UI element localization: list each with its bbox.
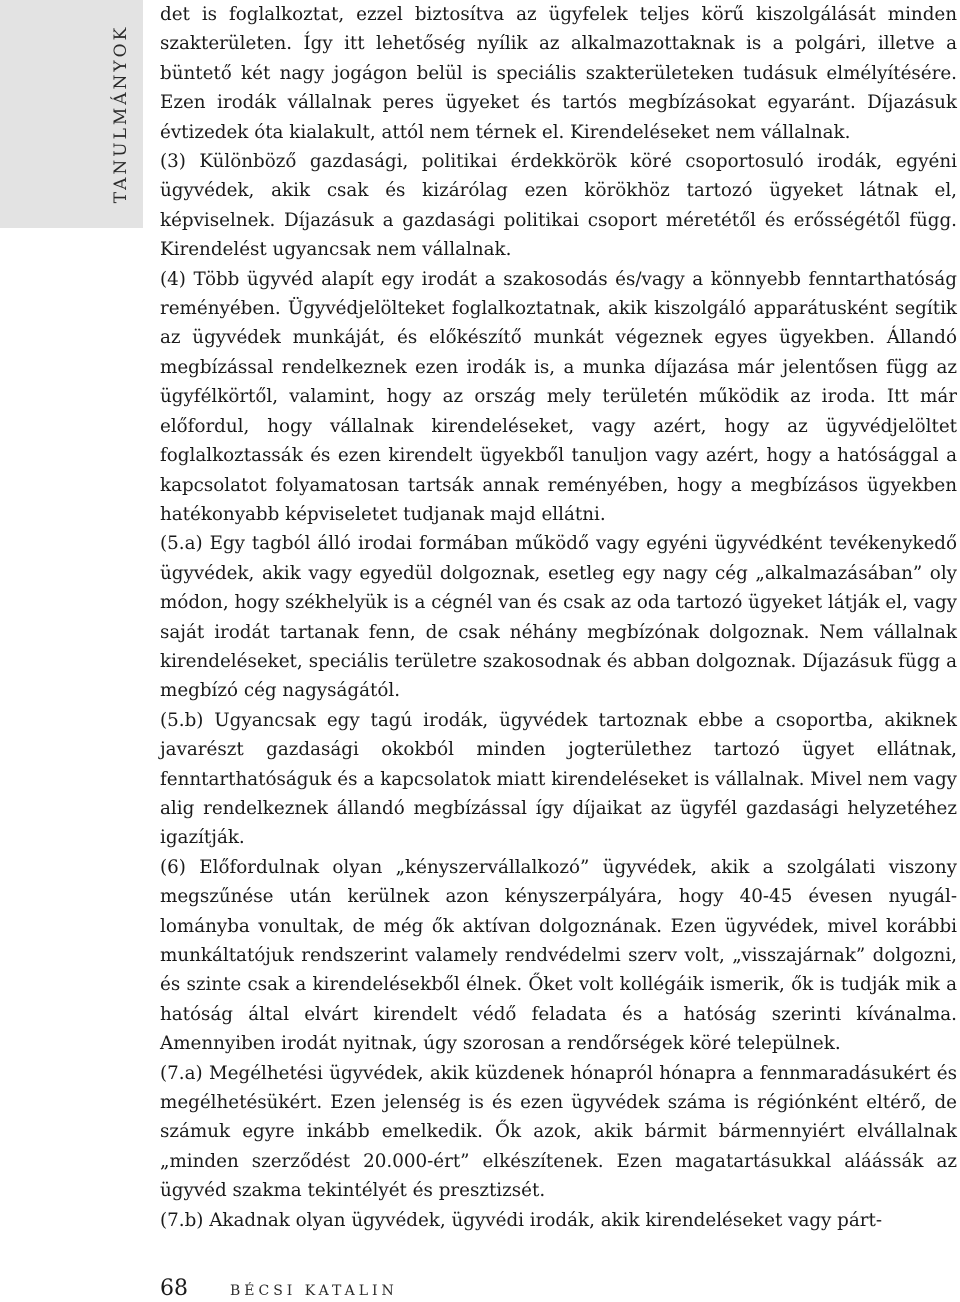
running-author: BÉCSI KATALIN xyxy=(230,1283,398,1299)
section-tab-label: TANULMÁNYOK xyxy=(111,24,131,204)
paragraph: (5.a) Egy tagból álló irodai formában működő vagy egyéni ügyvédként tevékenykedő ügyvédek, akik vagy egyedül dolgoznak, esetleg egy nagy cég „alkalmazásában” oly módon, hogy székhelyük is a cégnél van és csak az oda tartozó ügyeket látják el, vagy saját irodát tartanak fenn, de csak néhány megbízónak dolgoznak. Nem vállalnak kirendeléseket, speciális területre szakosodnak és abban dolgoznak. Díjazásuk függ a megbízó cég nagyságától. xyxy=(160,533,957,702)
paragraph: (7.b) Akadnak olyan ügyvédek, ügyvédi irodák, akik kirendeléseket vagy párt- xyxy=(160,1209,883,1231)
page-footer xyxy=(160,1276,398,1301)
paragraph: (5.b) Ugyancsak egy tagú irodák, ügyvédek tartoznak ebbe a csoportba, akiknek javarészt gazdasági okokból minden jogterülethez tartozó ügyet ellátnak, fenntarthatóságuk és a kapcsolatok miatt kirendeléseket is vállalnak. Mivel nem vagy alig rendelkeznek állandó megbízással így díjaikat az ügyfél gazdasági helyzetéhez igazítják. xyxy=(160,709,957,849)
paragraph: (3) Különböző gazdasági, politikai érdekkörök köré csoportosuló irodák, egyéni ügyvédek, akik csak és kizárólag ezen körökhöz tartozó ügyeket látnak el, képviselnek. Díjazásuk a gazdasági politikai csoport méretétől és erősségétől függ. Kirendelést ugyancsak nem vállalnak. xyxy=(160,151,957,261)
body-text xyxy=(160,0,957,1235)
paragraph: det is foglalkoztat, ezzel biztosítva az ügyfelek teljes körű kiszolgálását minden szakterületen. Így itt lehetőség nyílik az alkalmazottaknak is a polgári, illetve a büntető két nagy jogágon belül is speciális szakterületeken tudásuk elmélyítésére. Ezen irodák vállalnak peres ügyeket és tartós megbízásokat egyaránt. Díjazásuk évtizedek óta kialakult, attól nem térnek el. Kirendeléseket nem vállalnak. xyxy=(160,4,957,143)
paragraph: (7.a) Megélhetési ügyvédek, akik küzdenek hónapról hónapra a fennmaradásukért és megélhetésükért. Ezen jelenség is és ezen ügyvédek száma is régiónként eltérő, de számuk egyre inkább emelkedik. Ők azok, akik bármit bármennyiért elvállalnak „minden szerződést 20.000-ért” elkészítenek. Ezen magatartásukkal aláássák az ügyvéd szakma tekintélyét és presztizsét. xyxy=(160,1062,957,1202)
paragraph: (6) Előfordulnak olyan „kényszervállalkozó” ügyvédek, akik a szolgálati viszony megszűnése után kerülnek azon kényszerpályára, hogy 40-45 évesen nyugállományba vonultak, de még ők aktívan dolgoznának. Ezen ügyvédek, mivel korábbi munkáltatójuk rendszerint valamely rendvédelmi szerv volt, „visszajárnak” dolgozni, és szinte csak a kirendelésekből élnek. Őket volt kollégáik ismerik, ők is tudják mik a hatóság által elvárt kirendelt védő feladata és a hatóság szerinti kívánalma. Amennyiben irodát nyitnak, úgy szorosan a rendőrségek köré települnek. xyxy=(160,856,957,1055)
section-tab xyxy=(0,0,143,228)
page-number: 68 xyxy=(160,1276,188,1301)
paragraph: (4) Több ügyvéd alapít egy irodát a szakosodás és/vagy a könnyebb fenntarthatóság reményében. Ügyvédjelölteket foglalkoztatnak, akik kiszolgáló apparátusként segítik az ügyvédek munkáját, és előkészítő munkát végeznek egyes ügyekben. Állandó megbízással rendelkeznek ezen irodák is, a munka díjazása már jelentősen függ az ügyfélkörtől, valamint, hogy az ország mely területén működik az iroda. Itt már előfordul, hogy vállalnak kirendeléseket, vagy azért, hogy az ügyvédjelöltet foglalkoztassák és ezen kirendelt ügyekből tanuljon vagy azért, hogy a hatósággal a kapcsolatot folyamatosan tartsák annak reményében, hogy a megbízásos ügyekben hatékonyabb képviseletet tudjanak majd ellátni. xyxy=(160,268,957,525)
